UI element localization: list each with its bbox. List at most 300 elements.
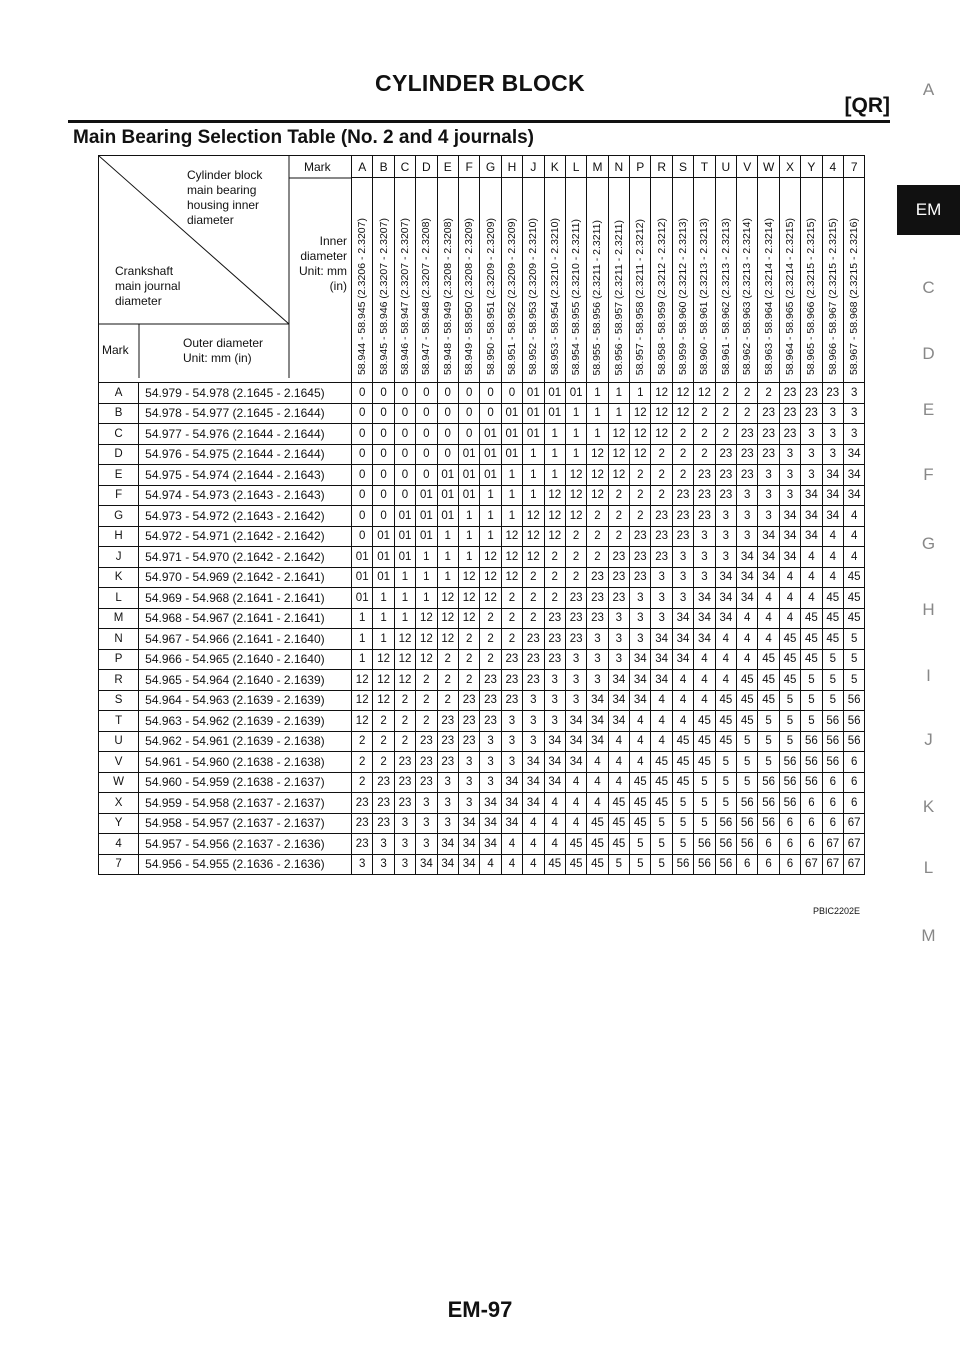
bearing-grade-cell: 67 bbox=[801, 854, 822, 875]
bearing-grade-cell: 34 bbox=[565, 711, 586, 732]
bearing-grade-cell: 01 bbox=[523, 424, 544, 445]
bearing-grade-cell: 1 bbox=[630, 383, 651, 404]
bearing-grade-cell: 34 bbox=[608, 670, 629, 691]
bearing-grade-cell: 23 bbox=[373, 813, 394, 834]
bearing-grade-cell: 2 bbox=[352, 731, 373, 752]
bearing-grade-cell: 34 bbox=[458, 854, 479, 875]
bearing-grade-cell: 3 bbox=[737, 506, 758, 527]
bearing-grade-cell: 1 bbox=[480, 506, 501, 527]
bearing-grade-cell: 2 bbox=[480, 649, 501, 670]
outer-diameter-label: Outer diameter Unit: mm (in) bbox=[183, 336, 264, 365]
bearing-grade-cell: 4 bbox=[651, 731, 672, 752]
bearing-grade-cell: 56 bbox=[801, 772, 822, 793]
bearing-grade-cell: 34 bbox=[758, 567, 779, 588]
bearing-grade-cell: 12 bbox=[672, 383, 693, 404]
bearing-grade-cell: 4 bbox=[523, 834, 544, 855]
bearing-grade-cell: 23 bbox=[416, 752, 437, 773]
bearing-grade-cell: 6 bbox=[801, 793, 822, 814]
column-mark: U bbox=[715, 156, 736, 178]
bearing-grade-cell: 6 bbox=[779, 813, 800, 834]
bearing-grade-cell: 3 bbox=[651, 567, 672, 588]
bearing-grade-cell: 4 bbox=[715, 670, 736, 691]
bearing-grade-cell: 23 bbox=[630, 567, 651, 588]
bearing-grade-cell: 2 bbox=[416, 690, 437, 711]
bearing-grade-cell: 1 bbox=[587, 403, 608, 424]
bearing-grade-cell: 3 bbox=[437, 793, 458, 814]
bearing-grade-cell: 4 bbox=[501, 834, 522, 855]
bearing-grade-cell: 34 bbox=[630, 690, 651, 711]
bearing-grade-cell: 12 bbox=[630, 444, 651, 465]
row-range: 54.975 - 54.974 (2.1644 - 2.1643) bbox=[139, 465, 352, 486]
bearing-grade-cell: 34 bbox=[458, 813, 479, 834]
bearing-grade-cell: 2 bbox=[608, 506, 629, 527]
row-mark: R bbox=[99, 670, 139, 691]
bearing-grade-cell: 12 bbox=[437, 629, 458, 650]
bearing-grade-cell: 0 bbox=[373, 403, 394, 424]
bearing-grade-cell: 23 bbox=[715, 465, 736, 486]
bearing-grade-cell: 12 bbox=[458, 588, 479, 609]
bearing-grade-cell: 12 bbox=[458, 608, 479, 629]
bearing-grade-cell: 23 bbox=[758, 403, 779, 424]
bearing-grade-cell: 12 bbox=[480, 547, 501, 568]
bearing-grade-cell: 0 bbox=[394, 444, 415, 465]
bearing-grade-cell: 3 bbox=[480, 731, 501, 752]
bearing-grade-cell: 4 bbox=[672, 670, 693, 691]
bearing-grade-cell: 3 bbox=[416, 793, 437, 814]
column-mark: P bbox=[630, 156, 651, 178]
bearing-grade-cell: 45 bbox=[715, 731, 736, 752]
bearing-grade-cell: 0 bbox=[352, 506, 373, 527]
column-range: 58.950 - 58.951 (2.3209 - 2.3209) bbox=[484, 217, 497, 375]
column-mark: K bbox=[544, 156, 565, 178]
side-tab-em: EM bbox=[897, 185, 960, 235]
bearing-grade-cell: 34 bbox=[779, 506, 800, 527]
bearing-grade-cell: 23 bbox=[608, 547, 629, 568]
bearing-grade-cell: 1 bbox=[437, 567, 458, 588]
bearing-grade-cell: 5 bbox=[715, 752, 736, 773]
bearing-grade-cell: 0 bbox=[373, 424, 394, 445]
bearing-grade-cell: 3 bbox=[822, 444, 843, 465]
bearing-grade-cell: 1 bbox=[544, 424, 565, 445]
bearing-grade-cell: 45 bbox=[694, 752, 715, 773]
bearing-grade-cell: 3 bbox=[608, 608, 629, 629]
bearing-grade-cell: 4 bbox=[779, 588, 800, 609]
page-number: EM-97 bbox=[447, 1297, 513, 1322]
bearing-grade-cell: 34 bbox=[523, 772, 544, 793]
bearing-grade-cell: 2 bbox=[480, 608, 501, 629]
column-range: 58.961 - 58.962 (2.3213 - 2.3213) bbox=[719, 217, 732, 375]
bearing-grade-cell: 23 bbox=[501, 649, 522, 670]
bearing-grade-cell: 23 bbox=[608, 567, 629, 588]
table-row bbox=[99, 465, 865, 486]
bearing-grade-cell: 56 bbox=[737, 834, 758, 855]
bearing-grade-cell: 5 bbox=[822, 690, 843, 711]
bearing-grade-cell: 56 bbox=[672, 854, 693, 875]
bearing-grade-cell: 45 bbox=[630, 772, 651, 793]
bearing-grade-cell: 3 bbox=[544, 690, 565, 711]
column-range-cell bbox=[394, 178, 415, 383]
bearing-grade-cell: 0 bbox=[458, 383, 479, 404]
bearing-grade-cell: 3 bbox=[394, 813, 415, 834]
bearing-grade-cell: 6 bbox=[779, 834, 800, 855]
bearing-grade-cell: 6 bbox=[779, 854, 800, 875]
bearing-grade-cell: 4 bbox=[737, 608, 758, 629]
bearing-grade-cell: 34 bbox=[480, 834, 501, 855]
bearing-grade-cell: 2 bbox=[394, 711, 415, 732]
bearing-grade-cell: 34 bbox=[822, 465, 843, 486]
bearing-grade-cell: 2 bbox=[523, 588, 544, 609]
row-mark: V bbox=[99, 752, 139, 773]
side-tab-c: C bbox=[922, 278, 935, 297]
bearing-grade-cell: 01 bbox=[565, 383, 586, 404]
bearing-grade-cell: 34 bbox=[416, 854, 437, 875]
bearing-grade-cell: 4 bbox=[758, 629, 779, 650]
bearing-grade-cell: 01 bbox=[544, 383, 565, 404]
bearing-grade-cell: 2 bbox=[480, 629, 501, 650]
column-mark: B bbox=[373, 156, 394, 178]
bearing-grade-cell: 01 bbox=[480, 424, 501, 445]
bearing-grade-cell: 2 bbox=[587, 506, 608, 527]
bearing-grade-cell: 34 bbox=[715, 567, 736, 588]
bearing-grade-cell: 0 bbox=[458, 424, 479, 445]
row-range: 54.972 - 54.971 (2.1642 - 2.1642) bbox=[139, 526, 352, 547]
bearing-grade-cell: 4 bbox=[587, 772, 608, 793]
bearing-grade-cell: 12 bbox=[608, 465, 629, 486]
bearing-grade-cell: 34 bbox=[437, 854, 458, 875]
bearing-grade-cell: 3 bbox=[694, 547, 715, 568]
bearing-grade-cell: 1 bbox=[373, 629, 394, 650]
bearing-grade-cell: 23 bbox=[394, 793, 415, 814]
bearing-grade-cell: 3 bbox=[843, 403, 864, 424]
table-row bbox=[99, 813, 865, 834]
row-range: 54.973 - 54.972 (2.1643 - 2.1642) bbox=[139, 506, 352, 527]
bearing-grade-cell: 1 bbox=[501, 506, 522, 527]
row-range: 54.960 - 54.959 (2.1638 - 2.1637) bbox=[139, 772, 352, 793]
bearing-grade-cell: 12 bbox=[630, 403, 651, 424]
bearing-grade-cell: 45 bbox=[608, 793, 629, 814]
bearing-grade-cell: 34 bbox=[523, 793, 544, 814]
bearing-grade-cell: 45 bbox=[544, 854, 565, 875]
bearing-grade-cell: 34 bbox=[672, 629, 693, 650]
bearing-grade-cell: 34 bbox=[651, 670, 672, 691]
row-range: 54.962 - 54.961 (2.1639 - 2.1638) bbox=[139, 731, 352, 752]
row-mark-label: Mark bbox=[102, 343, 129, 357]
column-range: 58.963 - 58.964 (2.3214 - 2.3214) bbox=[762, 217, 775, 375]
bearing-grade-cell: 2 bbox=[630, 506, 651, 527]
column-mark: X bbox=[779, 156, 800, 178]
row-range: 54.964 - 54.963 (2.1639 - 2.1639) bbox=[139, 690, 352, 711]
column-range: 58.952 - 58.953 (2.3209 - 2.3210) bbox=[527, 217, 540, 375]
table-row bbox=[99, 670, 865, 691]
bearing-grade-cell: 1 bbox=[394, 567, 415, 588]
bearing-grade-cell: 45 bbox=[608, 813, 629, 834]
bearing-grade-cell: 0 bbox=[394, 383, 415, 404]
bearing-grade-cell: 23 bbox=[437, 711, 458, 732]
bearing-grade-cell: 34 bbox=[651, 629, 672, 650]
bearing-grade-cell: 5 bbox=[801, 711, 822, 732]
bearing-grade-cell: 6 bbox=[843, 772, 864, 793]
bearing-grade-cell: 3 bbox=[587, 670, 608, 691]
bearing-grade-cell: 45 bbox=[737, 670, 758, 691]
row-range: 54.957 - 54.956 (2.1637 - 2.1636) bbox=[139, 834, 352, 855]
bearing-grade-cell: 34 bbox=[779, 526, 800, 547]
bearing-grade-cell: 45 bbox=[651, 793, 672, 814]
bearing-grade-cell: 3 bbox=[373, 834, 394, 855]
row-mark: H bbox=[99, 526, 139, 547]
bearing-grade-cell: 23 bbox=[801, 383, 822, 404]
bearing-grade-cell: 01 bbox=[523, 403, 544, 424]
table-row bbox=[99, 485, 865, 506]
bearing-grade-cell: 23 bbox=[779, 403, 800, 424]
bearing-grade-cell: 5 bbox=[715, 793, 736, 814]
bearing-grade-cell: 3 bbox=[587, 629, 608, 650]
bearing-grade-cell: 2 bbox=[715, 383, 736, 404]
bearing-grade-cell: 12 bbox=[416, 608, 437, 629]
bearing-grade-cell: 0 bbox=[416, 444, 437, 465]
bearing-grade-cell: 0 bbox=[352, 424, 373, 445]
bearing-grade-cell: 1 bbox=[608, 383, 629, 404]
bearing-grade-cell: 23 bbox=[587, 567, 608, 588]
bearing-grade-cell: 5 bbox=[822, 649, 843, 670]
bearing-grade-cell: 6 bbox=[737, 854, 758, 875]
bearing-grade-cell: 2 bbox=[672, 424, 693, 445]
bearing-grade-cell: 3 bbox=[779, 444, 800, 465]
bearing-grade-cell: 4 bbox=[737, 629, 758, 650]
bearing-grade-cell: 1 bbox=[394, 588, 415, 609]
bearing-grade-cell: 34 bbox=[501, 793, 522, 814]
bearing-grade-cell: 5 bbox=[651, 854, 672, 875]
bearing-grade-cell: 3 bbox=[694, 567, 715, 588]
table-row bbox=[99, 649, 865, 670]
row-mark: E bbox=[99, 465, 139, 486]
bearing-grade-cell: 0 bbox=[416, 424, 437, 445]
column-range: 58.957 - 58.958 (2.3211 - 2.3212) bbox=[634, 218, 647, 375]
bearing-grade-cell: 56 bbox=[758, 772, 779, 793]
table-row bbox=[99, 752, 865, 773]
bearing-grade-cell: 45 bbox=[608, 834, 629, 855]
column-range-cell bbox=[480, 178, 501, 383]
bearing-grade-cell: 56 bbox=[737, 793, 758, 814]
bearing-grade-cell: 45 bbox=[843, 608, 864, 629]
bearing-grade-cell: 2 bbox=[394, 731, 415, 752]
column-range: 58.959 - 58.960 (2.3212 - 2.3213) bbox=[677, 217, 690, 375]
bearing-grade-cell: 1 bbox=[352, 608, 373, 629]
bearing-grade-cell: 3 bbox=[758, 506, 779, 527]
bearing-grade-cell: 4 bbox=[544, 813, 565, 834]
bearing-grade-cell: 12 bbox=[565, 465, 586, 486]
bearing-grade-cell: 0 bbox=[373, 465, 394, 486]
bearing-grade-cell: 34 bbox=[480, 813, 501, 834]
bearing-grade-cell: 56 bbox=[758, 813, 779, 834]
column-range-cell bbox=[565, 178, 586, 383]
row-range: 54.969 - 54.968 (2.1641 - 2.1641) bbox=[139, 588, 352, 609]
column-mark: W bbox=[758, 156, 779, 178]
column-mark: C bbox=[394, 156, 415, 178]
bearing-grade-cell: 34 bbox=[608, 690, 629, 711]
bearing-grade-cell: 34 bbox=[437, 834, 458, 855]
bearing-grade-cell: 4 bbox=[672, 711, 693, 732]
bearing-grade-cell: 23 bbox=[458, 711, 479, 732]
bearing-grade-cell: 01 bbox=[416, 526, 437, 547]
table-row bbox=[99, 854, 865, 875]
column-range-cell bbox=[437, 178, 458, 383]
bearing-grade-cell: 01 bbox=[373, 547, 394, 568]
bearing-grade-cell: 5 bbox=[779, 711, 800, 732]
bearing-grade-cell: 23 bbox=[544, 608, 565, 629]
bearing-grade-cell: 34 bbox=[501, 772, 522, 793]
table-row bbox=[99, 608, 865, 629]
column-range: 58.948 - 58.949 (2.3208 - 2.3208) bbox=[441, 217, 454, 375]
inner-diameter-label: Inner diameter Unit: mm (in) bbox=[299, 234, 347, 293]
bearing-grade-cell: 2 bbox=[715, 424, 736, 445]
bearing-grade-cell: 5 bbox=[608, 854, 629, 875]
bearing-grade-cell: 3 bbox=[523, 711, 544, 732]
bearing-grade-cell: 2 bbox=[758, 383, 779, 404]
bearing-grade-cell: 01 bbox=[352, 547, 373, 568]
bearing-grade-cell: 0 bbox=[480, 383, 501, 404]
bearing-grade-cell: 23 bbox=[737, 424, 758, 445]
bearing-grade-cell: 23 bbox=[523, 629, 544, 650]
table-row bbox=[99, 424, 865, 445]
row-mark: L bbox=[99, 588, 139, 609]
bearing-grade-cell: 23 bbox=[501, 690, 522, 711]
bearing-grade-cell: 1 bbox=[373, 608, 394, 629]
bearing-grade-cell: 2 bbox=[565, 547, 586, 568]
bearing-grade-cell: 45 bbox=[651, 752, 672, 773]
bearing-grade-cell: 0 bbox=[352, 526, 373, 547]
bearing-grade-cell: 12 bbox=[373, 690, 394, 711]
bearing-grade-cell: 3 bbox=[565, 670, 586, 691]
bearing-grade-cell: 1 bbox=[416, 547, 437, 568]
bearing-grade-cell: 23 bbox=[779, 383, 800, 404]
housing-diameter-label: Cylinder block main bearing housing inner diameter bbox=[187, 168, 263, 227]
bearing-grade-cell: 1 bbox=[458, 547, 479, 568]
bearing-grade-cell: 4 bbox=[587, 793, 608, 814]
row-range: 54.963 - 54.962 (2.1639 - 2.1639) bbox=[139, 711, 352, 732]
bearing-grade-cell: 67 bbox=[843, 834, 864, 855]
bearing-grade-cell: 5 bbox=[630, 854, 651, 875]
bearing-grade-cell: 34 bbox=[672, 649, 693, 670]
bearing-grade-cell: 2 bbox=[651, 465, 672, 486]
bearing-grade-cell: 0 bbox=[352, 444, 373, 465]
bearing-grade-cell: 45 bbox=[565, 854, 586, 875]
bearing-grade-cell: 2 bbox=[437, 690, 458, 711]
column-range-cell bbox=[651, 178, 672, 383]
bearing-grade-cell: 2 bbox=[523, 567, 544, 588]
bearing-grade-cell: 4 bbox=[651, 690, 672, 711]
bearing-grade-cell: 5 bbox=[822, 670, 843, 691]
bearing-grade-cell: 1 bbox=[501, 465, 522, 486]
bearing-grade-cell: 34 bbox=[779, 547, 800, 568]
bearing-grade-cell: 2 bbox=[651, 485, 672, 506]
bearing-grade-cell: 23 bbox=[651, 526, 672, 547]
bearing-grade-cell: 67 bbox=[843, 813, 864, 834]
side-tab-d: D bbox=[922, 344, 935, 363]
row-mark: T bbox=[99, 711, 139, 732]
bearing-grade-cell: 34 bbox=[587, 711, 608, 732]
bearing-grade-cell: 12 bbox=[587, 465, 608, 486]
table-row bbox=[99, 834, 865, 855]
column-range-cell bbox=[416, 178, 437, 383]
bearing-grade-cell: 4 bbox=[630, 711, 651, 732]
column-mark: M bbox=[587, 156, 608, 178]
bearing-grade-cell: 4 bbox=[694, 649, 715, 670]
bearing-grade-cell: 34 bbox=[694, 629, 715, 650]
bearing-grade-cell: 0 bbox=[458, 403, 479, 424]
bearing-grade-cell: 2 bbox=[373, 731, 394, 752]
bearing-grade-cell: 2 bbox=[630, 465, 651, 486]
row-range: 54.965 - 54.964 (2.1640 - 2.1639) bbox=[139, 670, 352, 691]
bearing-grade-cell: 5 bbox=[758, 752, 779, 773]
bearing-grade-cell: 4 bbox=[801, 547, 822, 568]
bearing-grade-cell: 34 bbox=[801, 526, 822, 547]
bearing-grade-cell: 23 bbox=[694, 465, 715, 486]
bearing-grade-cell: 56 bbox=[779, 772, 800, 793]
bearing-grade-cell: 0 bbox=[437, 383, 458, 404]
bearing-grade-cell: 3 bbox=[501, 731, 522, 752]
bearing-grade-cell: 23 bbox=[544, 649, 565, 670]
bearing-grade-cell: 4 bbox=[779, 608, 800, 629]
side-tab-i: I bbox=[926, 666, 931, 685]
bearing-grade-cell: 56 bbox=[758, 793, 779, 814]
column-range-cell bbox=[501, 178, 522, 383]
bearing-grade-cell: 4 bbox=[672, 690, 693, 711]
bearing-grade-cell: 12 bbox=[523, 526, 544, 547]
bearing-grade-cell: 6 bbox=[822, 813, 843, 834]
bearing-grade-cell: 23 bbox=[565, 588, 586, 609]
bearing-grade-cell: 3 bbox=[523, 731, 544, 752]
bearing-grade-cell: 23 bbox=[587, 588, 608, 609]
bearing-grade-cell: 23 bbox=[651, 547, 672, 568]
bearing-grade-cell: 6 bbox=[801, 813, 822, 834]
bearing-grade-cell: 56 bbox=[779, 752, 800, 773]
bearing-grade-cell: 4 bbox=[843, 506, 864, 527]
side-tab-l: L bbox=[923, 858, 934, 877]
engine-code: [QR] bbox=[844, 94, 890, 117]
bearing-grade-cell: 5 bbox=[694, 813, 715, 834]
bearing-grade-cell: 3 bbox=[651, 608, 672, 629]
bearing-grade-cell: 12 bbox=[523, 506, 544, 527]
bearing-grade-cell: 3 bbox=[416, 834, 437, 855]
column-range: 58.951 - 58.952 (2.3209 - 2.3209) bbox=[505, 217, 518, 375]
bearing-grade-cell: 56 bbox=[843, 711, 864, 732]
bearing-grade-cell: 0 bbox=[352, 403, 373, 424]
bearing-grade-cell: 45 bbox=[672, 731, 693, 752]
bearing-grade-cell: 34 bbox=[694, 608, 715, 629]
side-tab-h: H bbox=[922, 600, 935, 619]
bearing-grade-cell: 56 bbox=[843, 690, 864, 711]
bearing-grade-cell: 5 bbox=[651, 834, 672, 855]
bearing-grade-cell: 01 bbox=[437, 485, 458, 506]
table-row bbox=[99, 526, 865, 547]
row-range: 54.977 - 54.976 (2.1644 - 2.1644) bbox=[139, 424, 352, 445]
bearing-grade-cell: 2 bbox=[458, 670, 479, 691]
row-mark: D bbox=[99, 444, 139, 465]
bearing-grade-cell: 2 bbox=[458, 649, 479, 670]
bearing-grade-cell: 34 bbox=[801, 506, 822, 527]
bearing-grade-cell: 2 bbox=[737, 403, 758, 424]
bearing-grade-cell: 45 bbox=[630, 813, 651, 834]
bearing-grade-cell: 12 bbox=[523, 547, 544, 568]
bearing-grade-cell: 01 bbox=[394, 547, 415, 568]
bearing-grade-cell: 23 bbox=[437, 752, 458, 773]
row-range: 54.978 - 54.977 (2.1645 - 2.1644) bbox=[139, 403, 352, 424]
bearing-grade-cell: 2 bbox=[437, 670, 458, 691]
bearing-grade-cell: 5 bbox=[672, 813, 693, 834]
bearing-grade-cell: 5 bbox=[779, 731, 800, 752]
bearing-grade-cell: 34 bbox=[737, 567, 758, 588]
bearing-grade-cell: 1 bbox=[523, 444, 544, 465]
